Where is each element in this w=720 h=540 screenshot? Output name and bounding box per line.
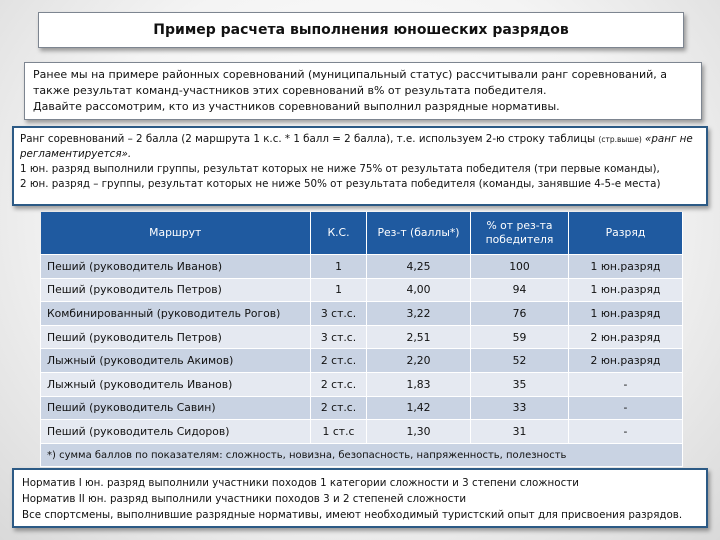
table-footnote: *) сумма баллов по показателям: сложность, новизна, безопасность, напряженность, полезность [41,443,683,467]
cell-ks: 3 ст.с. [311,325,367,349]
cell-ks: 2 ст.с. [311,349,367,373]
cell-route: Пеший (руководитель Иванов) [41,255,311,279]
cell-route: Комбинированный (руководитель Рогов) [41,302,311,326]
intro-text-box [24,62,702,120]
header-rank: Разряд [569,212,683,255]
header-percent: % от рез-та победителя [471,212,569,255]
results-table [40,212,683,467]
header-route: Маршрут [41,212,311,255]
cell-rank: - [569,396,683,420]
rank-line-1-quote: «ранг не регламентируется». [20,133,693,160]
table-row [41,420,683,444]
table-row [41,396,683,420]
rank-line-1-main: Ранг соревнований – 2 балла (2 маршрута 1 к.с. * 1 балл = 2 балла), т.е. используем 2-ю строку таблицы [20,133,599,145]
cell-route: Пеший (руководитель Савин) [41,396,311,420]
cell-ks: 1 [311,278,367,302]
rank-line-2: 1 юн. разряд выполнили группы, результат которых не ниже 75% от результата победителя (три первые команды), [20,163,660,175]
table-row [41,349,683,373]
cell-percent: 52 [471,349,569,373]
cell-route: Лыжный (руководитель Иванов) [41,372,311,396]
cell-rank: - [569,420,683,444]
cell-result: 3,22 [367,302,471,326]
page-title-box [38,12,684,48]
cell-result: 1,83 [367,372,471,396]
cell-percent: 76 [471,302,569,326]
cell-percent: 94 [471,278,569,302]
table-row [41,278,683,302]
rank-line-1-ref: (стр.выше) [598,135,642,144]
page-title: Пример расчета выполнения юношеских разрядов [153,22,569,38]
cell-percent: 100 [471,255,569,279]
cell-result: 2,20 [367,349,471,373]
cell-result: 1,42 [367,396,471,420]
cell-percent: 31 [471,420,569,444]
header-ks: К.С. [311,212,367,255]
cell-result: 4,25 [367,255,471,279]
intro-line-3: Давайте рассомотрим, кто из участников соревнований выполнил разрядные нормативы. [33,100,560,113]
norm-line-3: Все спортсмены, выполнившие разрядные нормативы, имеют необходимый туристский опыт для присвоения разрядов. [22,509,683,521]
cell-ks: 2 ст.с. [311,372,367,396]
cell-ks: 1 [311,255,367,279]
norm-line-1: Норматив I юн. разряд выполнили участники походов 1 категории сложности и 3 степени сложности [22,477,579,489]
cell-route: Пеший (руководитель Петров) [41,325,311,349]
cell-rank: 2 юн.разряд [569,349,683,373]
norms-summary-box [12,468,708,528]
cell-percent: 59 [471,325,569,349]
table-row [41,255,683,279]
cell-result: 1,30 [367,420,471,444]
intro-line-2: также результат команд-участников этих соревнований в% от результата победителя. [33,84,547,97]
table-header-row [41,212,683,255]
table-row [41,372,683,396]
cell-ks: 2 ст.с. [311,396,367,420]
cell-route: Лыжный (руководитель Акимов) [41,349,311,373]
cell-result: 2,51 [367,325,471,349]
cell-percent: 35 [471,372,569,396]
cell-rank: 1 юн.разряд [569,255,683,279]
rank-line-3: 2 юн. разряд – группы, результат которых не ниже 50% от результата победителя (команды, занявшие 4-5-е места) [20,178,661,190]
cell-result: 4,00 [367,278,471,302]
rank-explanation-box [12,126,708,206]
intro-line-1: Ранее мы на примере районных соревнований (муниципальный статус) рассчитывали ранг соревнований, а [33,68,667,81]
norm-line-2: Норматив II юн. разряд выполнили участники походов 3 и 2 степеней сложности [22,493,467,505]
cell-route: Пеший (руководитель Сидоров) [41,420,311,444]
cell-percent: 33 [471,396,569,420]
cell-rank: 1 юн.разряд [569,278,683,302]
cell-rank: 1 юн.разряд [569,302,683,326]
cell-rank: 2 юн.разряд [569,325,683,349]
cell-rank: - [569,372,683,396]
cell-ks: 1 ст.с [311,420,367,444]
table-footnote-row [41,443,683,467]
results-table-container [40,212,682,467]
rank-line-1 [20,132,700,162]
table-row [41,302,683,326]
header-result: Рез-т (баллы*) [367,212,471,255]
table-row [41,325,683,349]
cell-ks: 3 ст.с. [311,302,367,326]
cell-route: Пеший (руководитель Петров) [41,278,311,302]
